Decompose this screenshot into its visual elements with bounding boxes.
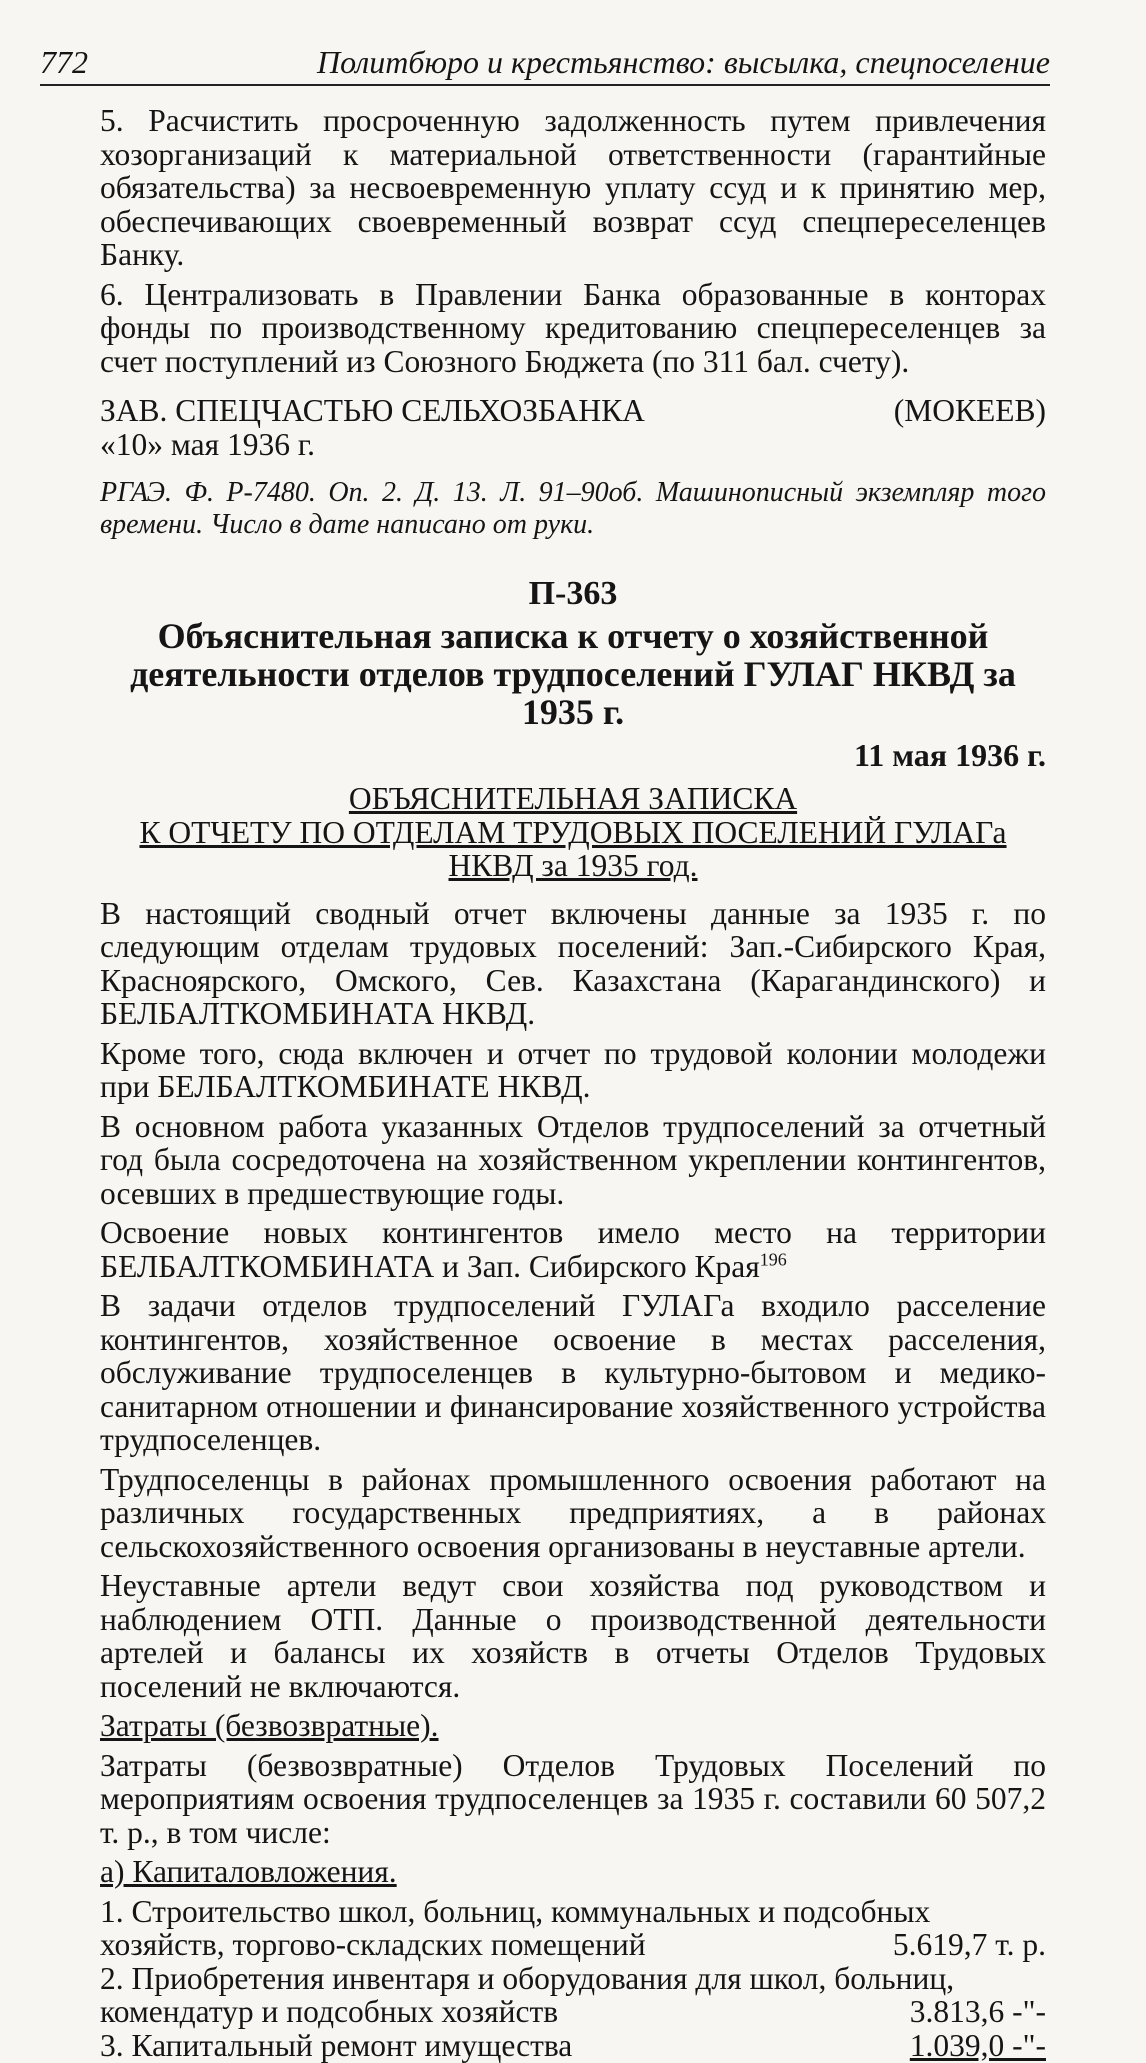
document-date: 11 мая 1936 г. [853,736,1046,773]
signature-line [100,394,1046,428]
paragraph: Кроме того, сюда включен и отчет по трудовой колонии молодежи при БЕЛБАЛТКОМБИНАТЕ НКВД. [100,1035,1046,1104]
capital-item-3 [100,2029,1046,2063]
memo-body [100,897,1046,1889]
document-number: П-363 [528,575,618,612]
paragraph: В настоящий сводный отчет включены данные за 1935 г. по следующим отделам трудовых поселений: Зап.-Сибирского Края, Красноярского, Омского, Сев. Казахстана (Карагандинского) и БЕЛБАЛТКОМБИНАТА НКВД. [100,895,1046,1031]
capital-item-1-line-1: 1. Строительство школ, больниц, коммунальных и подсобных [100,1893,931,1929]
capital-item-2-line-1: 2. Приобретения инвентаря и оборудования для школ, больниц, [100,1960,955,1996]
archive-note: РГАЭ. Ф. Р-7480. Оп. 2. Д. 13. Л. 91–90об. Машинописный экземпляр того времени. Число в дате написано от руки. [100,477,1046,540]
capital-item-1 [100,1895,1046,1962]
intro-point-5: 5. Расчистить просроченную задолженность путем привлечения хозорганизаций к материальной ответственности (гарантийные обязательства) за несвоевременную уплату ссуд и к принятию мер, обеспечивающих своевременный возврат ссуд спецпереселенцев Банку. [100,103,1046,272]
document-title: Объяснительная записка к отчету о хозяйственной деятельности отделов трудпоселений ГУЛАГ НКВД за 1935 г. [130,615,1016,732]
signature-position: ЗАВ. СПЕЦЧАСТЬЮ СЕЛЬХОЗБАНКА [100,393,645,428]
paragraph: Неуставные артели ведут свои хозяйства под руководством и наблюдением ОТП. Данные о производственной деятельности артелей и балансы их хозяйств в отчеты Отделов Трудовых поселений не включаются. [100,1568,1046,1704]
memo-heading-line-1: ОБЪЯСНИТЕЛЬНАЯ ЗАПИСКА [348,781,798,816]
capital-item-3-value: 1.039,0 -"- [909,2027,1046,2063]
intro-point-6: 6. Централизовать в Правлении Банка образованные в конторах фонды по производственному кредитованию спецпереселенцев за счет поступлений из Союзного Бюджета (по 311 бал. счету). [100,276,1046,379]
capital-item-3-line-1: 3. Капитальный ремонт имущества [100,2027,573,2063]
signature-date: «10» мая 1936 г. [100,426,316,462]
memo-heading-line-3: НКВД за 1935 год. [448,848,698,883]
running-header [40,44,1050,81]
capital-items [100,1895,1046,2063]
paragraph-text: Освоение новых контингентов имело место на территории БЕЛБАЛТКОМБИНАТА и Зап. Сибирского Края [100,1215,1046,1284]
costs-heading: Затраты (безвозвратные). [100,1708,439,1743]
capital-item-2-value: 3.813,6 -"- [909,1994,1046,2029]
costs-paragraph: Затраты (безвозвратные) Отделов Трудовых Поселений по мероприятиям освоения трудпоселенцев за 1935 г. составили 60 507,2 т. р., в том числе: [100,1747,1046,1850]
signature-name: (МОКЕЕВ) [893,393,1046,428]
memo-heading-line-2: К ОТЧЕТУ ПО ОТДЕЛАМ ТРУДОВЫХ ПОСЕЛЕНИЙ ГУЛАГа [139,814,1007,850]
running-title: Политбюро и крестьянство: высылка, спецпоселение [316,44,1050,80]
capital-item-1-line-2: хозяйств, торгово-складских помещений [100,1927,646,1962]
paragraph: В основном работа указанных Отделов трудпоселений за отчетный год была сосредоточена на хозяйственном укреплении контингентов, осевших в предшествующие годы. [100,1108,1046,1211]
paragraph: Трудпоселенцы в районах промышленного освоения работают на различных государственных предприятиях, а в районах сельскохозяйственного освоения организованы в неуставные артели. [100,1461,1046,1564]
page-content [100,104,1046,2062]
footnote-marker: 196 [759,1249,787,1269]
capital-item-1-value: 5.619,7 т. р. [892,1927,1046,1962]
page-number: 772 [40,44,88,80]
memo-heading [100,782,1046,883]
capital-item-2-line-2: комендатур и подсобных хозяйств [100,1994,559,2029]
intro-points [100,104,1046,378]
capital-heading: а) Капиталовложения. [100,1854,397,1889]
capital-item-2 [100,1962,1046,2029]
header-rule [40,84,1050,86]
paragraph-with-footnote [100,1216,1046,1283]
paragraph: В задачи отделов трудпоселений ГУЛАГа входило расселение контингентов, хозяйственное освоение в местах расселения, обслуживание трудпоселенцев в культурно-бытовом и медико-санитарном отношении и финансирование хозяйственного устройства трудпоселенцев. [100,1288,1046,1457]
